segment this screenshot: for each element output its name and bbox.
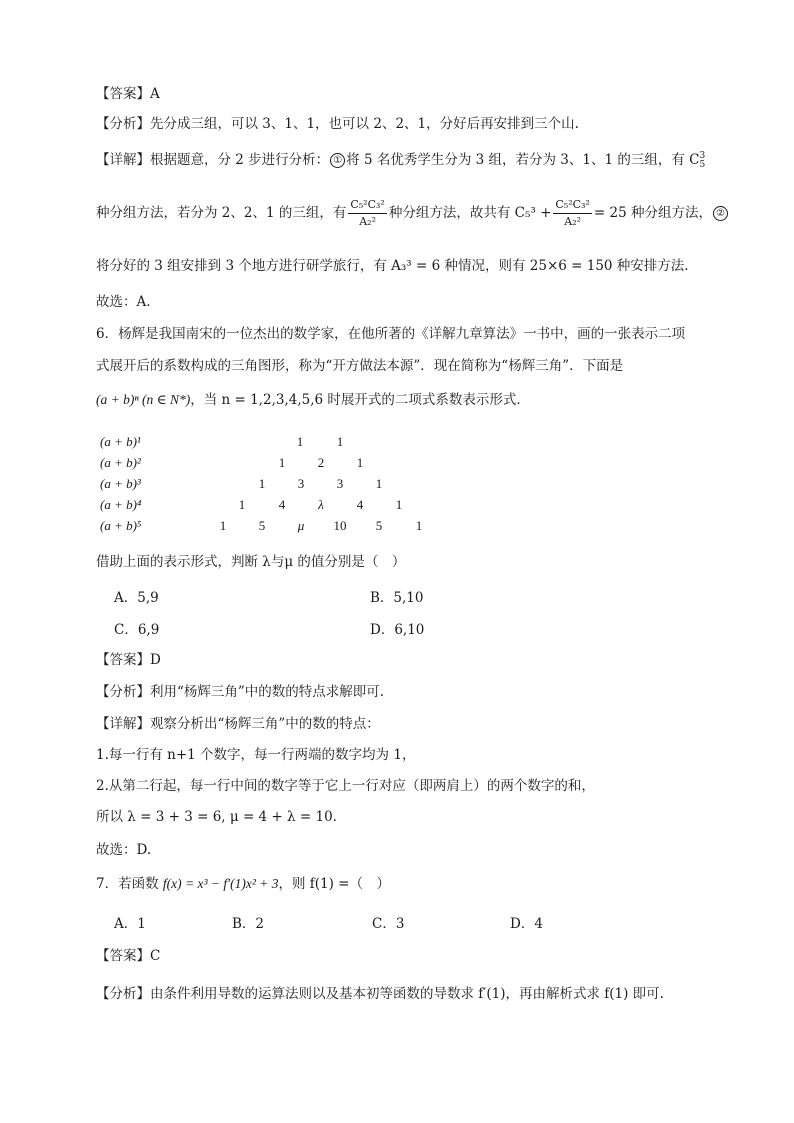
q7-option-c	[372, 912, 404, 932]
option-text: 5,9	[137, 590, 159, 606]
fraction	[348, 197, 386, 230]
choose-line-q6: 故选：D.	[96, 842, 152, 858]
analysis-line-q5	[96, 114, 579, 134]
answer-line-q6	[96, 650, 161, 670]
option-letter: D．	[510, 916, 535, 932]
answer-value: D	[150, 652, 161, 668]
q6-point-2: 2.从第二行起，每一行中间的数字等于它上一行对应（即两肩上）的两个数字的和，	[96, 778, 595, 794]
q6-option-b	[370, 586, 423, 606]
option-text: 6,10	[394, 622, 425, 638]
q7-stem	[96, 874, 390, 894]
q6-option-d	[370, 618, 424, 638]
triangle-unknown-mu: μ	[297, 518, 305, 533]
detail-tag: 【详解】	[96, 716, 150, 732]
option-text: 3	[395, 916, 405, 932]
triangle-number: 1	[238, 497, 246, 512]
detail-text: 根据题意，分 2 步进行分析：	[150, 152, 330, 168]
fraction-numerator: C₅²C₃²	[348, 197, 386, 214]
triangle-row-label: (a + b)²	[100, 455, 141, 470]
answer-tag: 【答案】	[96, 652, 150, 668]
q7-option-a	[114, 912, 146, 932]
option-text: 6,9	[137, 622, 160, 638]
detail-text: 观察分析出“杨辉三角”中的数的特点：	[150, 716, 380, 732]
answer-line-q5	[96, 84, 160, 104]
triangle-number: 10	[333, 518, 347, 533]
yanghui-triangle	[100, 434, 440, 544]
detail-line-q6	[96, 714, 380, 734]
analysis-line-q6	[96, 682, 384, 702]
comb-sup: 3	[699, 150, 706, 161]
option-letter: A．	[114, 916, 138, 932]
detail-text: 种分组方法，故共有 C₅³ +	[388, 205, 552, 221]
q6-point-1: 1.每一行有 n+1 个数字，每一行两端的数字均为 1，	[96, 747, 416, 763]
q6-stem-text: ，当 n = 1,2,3,4,5,6 时展开式的二项式系数表示形式．	[190, 392, 530, 408]
option-letter: B．	[232, 916, 256, 932]
q6-stem-line2: 式展开后的系数构成的三角图形，称为“开方做法本源”．现在简称为“杨辉三角”．下面是	[96, 358, 624, 374]
answer-value: A	[150, 86, 160, 102]
fraction-denominator: A₂²	[564, 215, 582, 228]
triangle-number: 4	[278, 497, 286, 512]
triangle-number: 1	[415, 518, 423, 533]
triangle-row-label: (a + b)¹	[100, 434, 141, 449]
triangle-number: 1	[395, 497, 403, 512]
q7-option-d	[510, 912, 543, 932]
analysis-tag: 【分析】	[96, 116, 150, 132]
fraction-denominator: A₂²	[359, 215, 376, 228]
answer-tag: 【答案】	[96, 86, 150, 102]
analysis-line-q7	[96, 984, 664, 1004]
answer-line-q7	[96, 946, 160, 966]
triangle-number: 3	[297, 476, 305, 491]
analysis-tag: 【分析】	[96, 986, 150, 1002]
option-letter: B．	[370, 590, 394, 606]
triangle-number: 1	[258, 476, 266, 491]
detail-text: 种分组方法，若分为 2、2、1 的三组，有	[96, 205, 347, 221]
detail-line-q5-3: 将分好的 3 组安排到 3 个地方进行研学旅行，有 A₃³ = 6 种情况，则有 25×6 = 150 种安排方法.	[96, 258, 689, 274]
option-letter: D．	[370, 622, 395, 638]
triangle-row-label: (a + b)⁵	[100, 518, 142, 533]
fraction-numerator: C₅²C₃²	[553, 197, 591, 214]
q6-stem-line1: 6．杨辉是我国南宋的一位杰出的数学家，在他所著的《详解九章算法》一书中，画的一张表示二项	[96, 326, 686, 342]
option-text: 2	[255, 916, 265, 932]
triangle-number: 1	[375, 476, 383, 491]
option-text: 5,10	[393, 590, 424, 606]
triangle-number: 1	[219, 518, 227, 533]
function-expression: f(x) = x³ − f′(1)x² + 3	[162, 876, 279, 891]
detail-line-q5-1	[96, 150, 705, 170]
triangle-number: 3	[336, 476, 344, 491]
q6-option-a	[114, 586, 159, 606]
detail-line-q5-2	[96, 196, 729, 230]
triangle-unknown-lambda: λ	[318, 497, 324, 512]
option-letter: A．	[114, 590, 138, 606]
triangle-number: 2	[317, 455, 325, 470]
q6-option-c	[114, 618, 159, 638]
q6-stem-line3	[96, 390, 530, 410]
q7-option-b	[232, 912, 264, 932]
answer-tag: 【答案】	[96, 948, 150, 964]
analysis-text: 利用“杨辉三角”中的数的特点求解即可.	[150, 684, 385, 700]
q6-conclusion: 所以 λ = 3 + 3 = 6, μ = 4 + λ = 10.	[96, 809, 337, 825]
q7-stem-suffix: ，则 f(1) =（ ）	[278, 876, 390, 892]
triangle-number: 1	[278, 455, 286, 470]
comb-sub: 5	[699, 159, 706, 170]
triangle-number: 5	[258, 518, 266, 533]
option-text: 4	[534, 916, 543, 932]
triangle-number: 4	[356, 497, 364, 512]
analysis-text: 先分成三组，可以 3、1、1，也可以 2、2、1，分好后再安排到三个山.	[150, 116, 579, 132]
triangle-number: 5	[375, 518, 383, 533]
answer-value: C	[150, 948, 161, 964]
detail-text: 将 5 名优秀学生分为 3 组，若分为 3、1、1 的三组，有 C	[346, 152, 700, 168]
fraction	[553, 197, 591, 230]
choose-line-q5: 故选：A.	[96, 294, 151, 310]
option-text: 1	[137, 916, 146, 932]
detail-text: = 25 种分组方法，	[593, 205, 712, 221]
detail-tag: 【详解】	[96, 152, 150, 168]
triangle-row-label: (a + b)⁴	[100, 497, 142, 512]
circled-two-icon: ②	[713, 206, 728, 221]
circled-one-icon: ①	[330, 153, 345, 168]
analysis-text: 由条件利用导数的运算法则以及基本初等函数的导数求 f′(1)，再由解析式求 f(1) 即可.	[150, 986, 664, 1002]
option-letter: C．	[114, 622, 138, 638]
option-letter: C．	[372, 916, 396, 932]
q7-stem-prefix: 7．若函数	[96, 876, 163, 892]
q6-prompt: 借助上面的表示形式，判断 λ与μ 的值分别是（ ）	[96, 554, 406, 570]
analysis-tag: 【分析】	[96, 684, 150, 700]
triangle-number: 1	[336, 434, 344, 449]
binomial-expression: (a + b)ⁿ (n ∈ N*)	[96, 392, 191, 407]
triangle-row-label: (a + b)³	[100, 476, 141, 491]
triangle-number: 1	[296, 434, 304, 449]
triangle-number: 1	[356, 455, 364, 470]
